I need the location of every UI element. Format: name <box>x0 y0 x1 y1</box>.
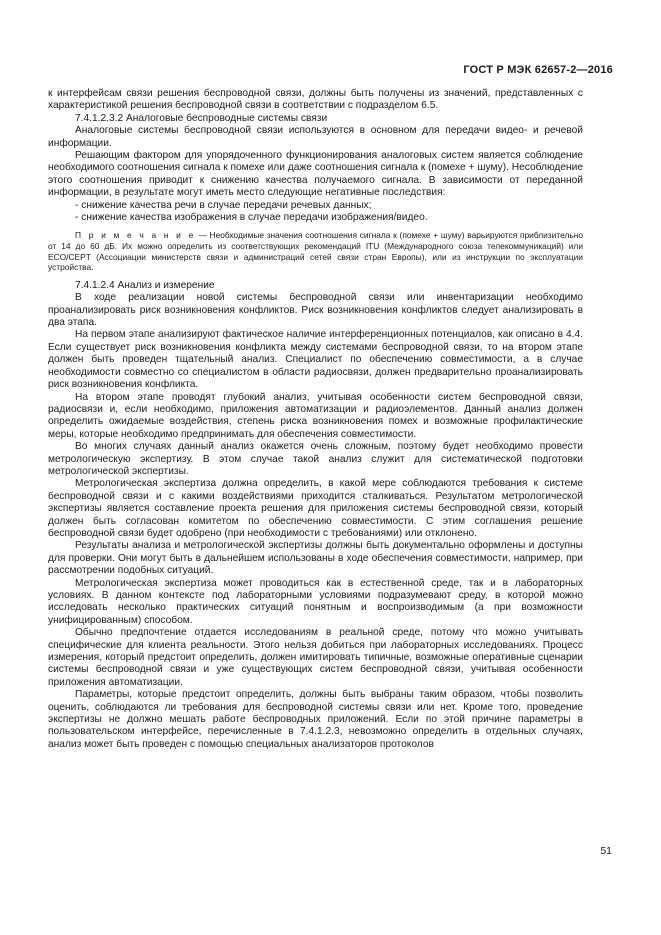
document-header: ГОСТ Р МЭК 62657-2—2016 <box>463 64 613 76</box>
paragraph: к интерфейсам связи решения беспроводной связи, должны быть получены из значений, представленных с характеристикой решения беспроводной связи в соответствии с подразделом 6.5. <box>48 88 583 112</box>
note <box>48 230 583 272</box>
paragraph: Метрологическая экспертиза может проводиться как в естественной среде, так и в лабораторных условиях. В данном контексте под лабораторными условиями подразумевают среду, в которой можно исследовать несколько практических ситуаций понятным и воспроизводимым (а при возможности унифицированным) способом. <box>48 577 583 626</box>
paragraph: На втором этапе проводят глубокий анализ, учитывая особенности систем беспроводной связи, радиосвязи и, если необходимо, приложения автоматизации и радиоэлементов. Данный анализ должен определить ожидаемые воздействия, степень риска возникновения помех и возможные профилактические меры, которые необходимо предпринимать для обеспечения совместимости. <box>48 391 583 440</box>
note-text: — Необходимые значения соотношения сигнала к (помехе + шуму) варьируются приблизительно от 14 до 60 дБ. Их можно определить из соответствующих рекомендаций ITU (Международного союза телекоммуникаций) или ECO/CEPT (Ассоциации министерств связи и администраций сетей связи стран Европы), или из инструкции по эксплуатации устройства. <box>48 230 583 273</box>
paragraph: Метрологическая экспертиза должна определить, в какой мере соблюдаются требования к системе беспроводной связи и с какими воздействиями приходится сталкиваться. Результатом метрологической экспертизы является составление проекта решения для приложения системы беспроводной связи, который должен быть согласован комитетом по обеспечению совместимости. С этим соглашения решение беспроводной связи будет одобрено (при необходимости с требованиями) или отклонено. <box>48 478 583 539</box>
paragraph: В ходе реализации новой системы беспроводной связи или инвентаризации необходимо проанализировать риск возникновения конфликтов. Риск возникновения конфликтов следует анализировать в два этапа. <box>48 292 583 329</box>
paragraph: Результаты анализа и метрологической экспертизы должны быть документально оформлены и доступны для проверки. Они могут быть в дальнейшем использованы в ходе обеспечения совместимости, например, при рассмотрении подобных ситуаций. <box>48 540 583 577</box>
paragraph: Во многих случаях данный анализ окажется очень сложным, поэтому будет необходимо провести метрологическую экспертизу. В этом случае такой анализ служит для систематической подготовки метрологической экспертизы. <box>48 441 583 477</box>
paragraph: Параметры, которые предстоит определить, должны быть выбраны таким образом, чтобы позволить оценить, соблюдаются ли требования для беспроводной системы связи или нет. Кроме того, проведение экспертизы не должно мешать работе беспроводных приложений. Если по этой причине параметры в пользовательском интерфейсе, перечисленные в 7.4.1.2.3, невозможно определить в отдельных случаях, анализ может быть проведен с помощью специальных анализаторов протоколов <box>48 689 583 750</box>
paragraph: Решающим фактором для упорядоченного функционирования аналоговых систем является соблюдение необходимого соотношения сигнала к помехе или даже соотношения сигнала к (помехе + шуму). Несоблюдение этого соотношения приводит к снижению качества получаемого сигнала. В зависимости от переданной информации, в результате могут иметь место следующие негативные последствия: <box>48 150 583 199</box>
section-heading: 7.4.1.2.4 Анализ и измерение <box>75 279 215 291</box>
note-label: П р и м е ч а н и е <box>75 230 196 241</box>
section-heading: 7.4.1.2.3.2 Аналоговые беспроводные системы связи <box>75 112 328 124</box>
page-body <box>48 88 583 751</box>
list-item: - снижение качества речи в случае передачи речевых данных; <box>75 199 372 211</box>
page-number: 51 <box>600 845 612 857</box>
list-item: - снижение качества изображения в случае передачи изображения/видео. <box>75 212 428 224</box>
paragraph: Обычно предпочтение отдается исследованиям в реальной среде, потому что можно учитывать специфические для клиента реальности. Этого нельзя добиться при лабораторных исследованиях. Процесс измерения, который предстоит определить, должен имитировать типичные, возможные оперативные сценарии системы беспроводной связи и уже существующих систем беспроводной связи, учитывая особенности приложения автоматизации. <box>48 627 583 688</box>
paragraph: Аналоговые системы беспроводной связи используются в основном для передачи видео- и речевой информации. <box>48 125 583 149</box>
paragraph: На первом этапе анализируют фактическое наличие интерференционных потенциалов, как описано в 4.4. Если существует риск возникновения конфликта между системами беспроводной связи, то на втором этапе должен быть проведен тщательный анализ. Специалист по обеспечению совместимости, а в случае необходимости совместно со специалистом в области радиосвязи, должен предварительно проанализировать риск возникновения конфликта. <box>48 329 583 391</box>
